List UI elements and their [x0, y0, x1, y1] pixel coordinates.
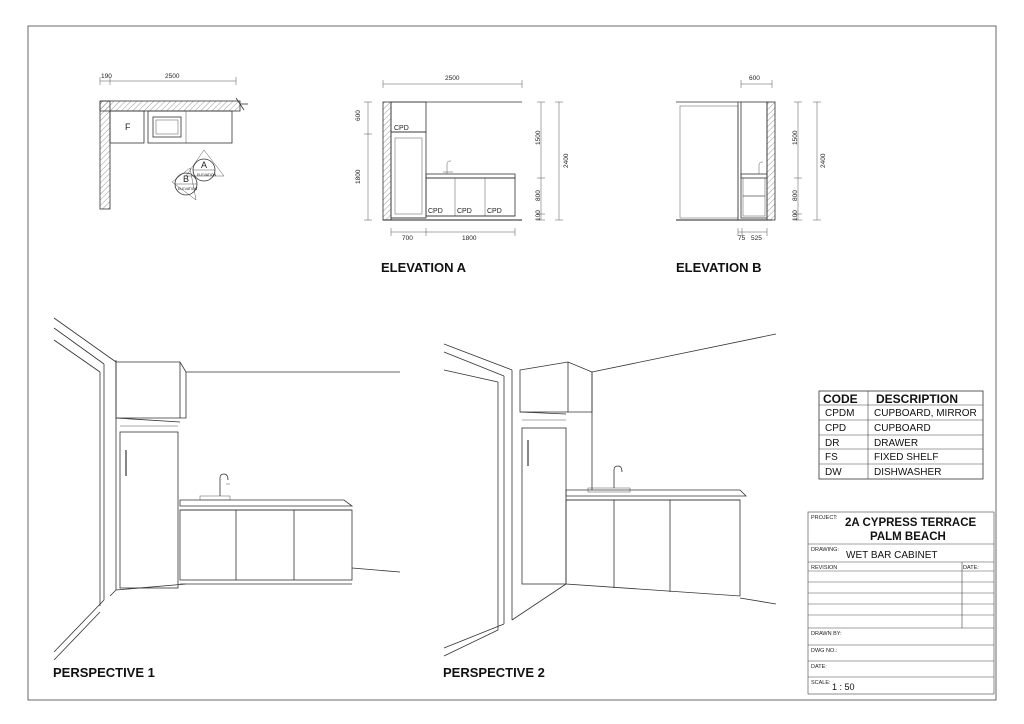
legend-desc: FIXED SHELF [874, 452, 939, 463]
title-block-dwg-no-label: DWG NO.: [811, 648, 838, 654]
marker-b-letter: B [183, 174, 190, 184]
elev-a-dim-top: 2500 [445, 75, 460, 82]
elev-a-dim-left-lower: 1800 [355, 169, 362, 184]
elev-b-dim-right-total: 2400 [820, 153, 827, 168]
elev-a-label-1: CPD [394, 125, 409, 132]
elev-b-dim-bottom-right: 525 [751, 235, 762, 242]
elev-a-dim-right-base: 100 [535, 210, 542, 221]
elev-a-dim-left-upper: 600 [355, 110, 362, 121]
title-block-date-label: DATE: [963, 565, 979, 571]
elev-b-dim-top: 600 [749, 75, 760, 82]
title-block-revision-label: REVISION [811, 565, 838, 571]
title-block-project-line2: PALM BEACH [870, 531, 946, 543]
elev-b-dim-bottom-left: 75 [738, 235, 746, 242]
elev-a-dim-right-mid: 800 [535, 190, 542, 201]
plan-dim-wall: 190 [101, 73, 112, 80]
marker-b-sub: ELEVATION [178, 187, 198, 191]
elev-b-dim-right-mid: 800 [792, 190, 799, 201]
elev-a-label-3: CPD [457, 208, 472, 215]
legend-header-desc: DESCRIPTION [876, 392, 959, 406]
perspective-1 [53, 318, 400, 680]
legend-table [819, 391, 983, 479]
elevation-a [355, 75, 570, 275]
elevation-b-title: ELEVATION B [676, 260, 762, 275]
elev-a-dim-bottom-right: 1800 [462, 235, 477, 242]
title-block-drawn-by-label: DRAWN BY: [811, 631, 842, 637]
elevation-b [676, 75, 827, 275]
title-block-project-line1: 2A CYPRESS TERRACE [845, 517, 977, 529]
title-block [808, 512, 994, 694]
marker-a-letter: A [201, 160, 208, 170]
legend-code: CPDM [825, 408, 855, 419]
legend-header-code: CODE [823, 392, 858, 406]
legend-desc: DRAWER [874, 438, 919, 449]
legend-code: DR [825, 438, 840, 449]
legend-desc: DISHWASHER [874, 467, 942, 478]
title-block-project-label: PROJECT: [811, 515, 838, 521]
title-block-drawing-value: WET BAR CABINET [846, 550, 938, 561]
plan-view [100, 73, 248, 209]
perspective-2 [443, 334, 776, 680]
title-block-scale-label: SCALE: [811, 680, 831, 686]
elev-a-label-2: CPD [428, 208, 443, 215]
perspective-2-title: PERSPECTIVE 2 [443, 665, 545, 680]
legend-desc: CUPBOARD, MIRROR [874, 408, 977, 419]
elev-a-dim-bottom-left: 700 [402, 235, 413, 242]
title-block-scale-value: 1 : 50 [832, 682, 855, 692]
elev-b-dim-right-upper: 1500 [792, 130, 799, 145]
plan-dim-width: 2500 [165, 73, 180, 80]
perspective-1-title: PERSPECTIVE 1 [53, 665, 155, 680]
elev-a-dim-right-upper: 1500 [535, 130, 542, 145]
legend-code: FS [825, 452, 838, 463]
plan-fridge-label: F [125, 122, 131, 132]
elev-b-dim-right-base: 100 [792, 210, 799, 221]
title-block-date2-label: DATE: [811, 664, 827, 670]
elevation-a-title: ELEVATION A [381, 260, 466, 275]
legend-desc: CUPBOARD [874, 423, 931, 434]
legend-code: DW [825, 467, 842, 478]
title-block-drawing-label: DRAWING: [811, 547, 839, 553]
elev-a-dim-right-total: 2400 [563, 153, 570, 168]
elev-a-label-4: CPD [487, 208, 502, 215]
marker-a-sub: ELEVATION [197, 173, 217, 177]
legend-code: CPD [825, 423, 847, 434]
